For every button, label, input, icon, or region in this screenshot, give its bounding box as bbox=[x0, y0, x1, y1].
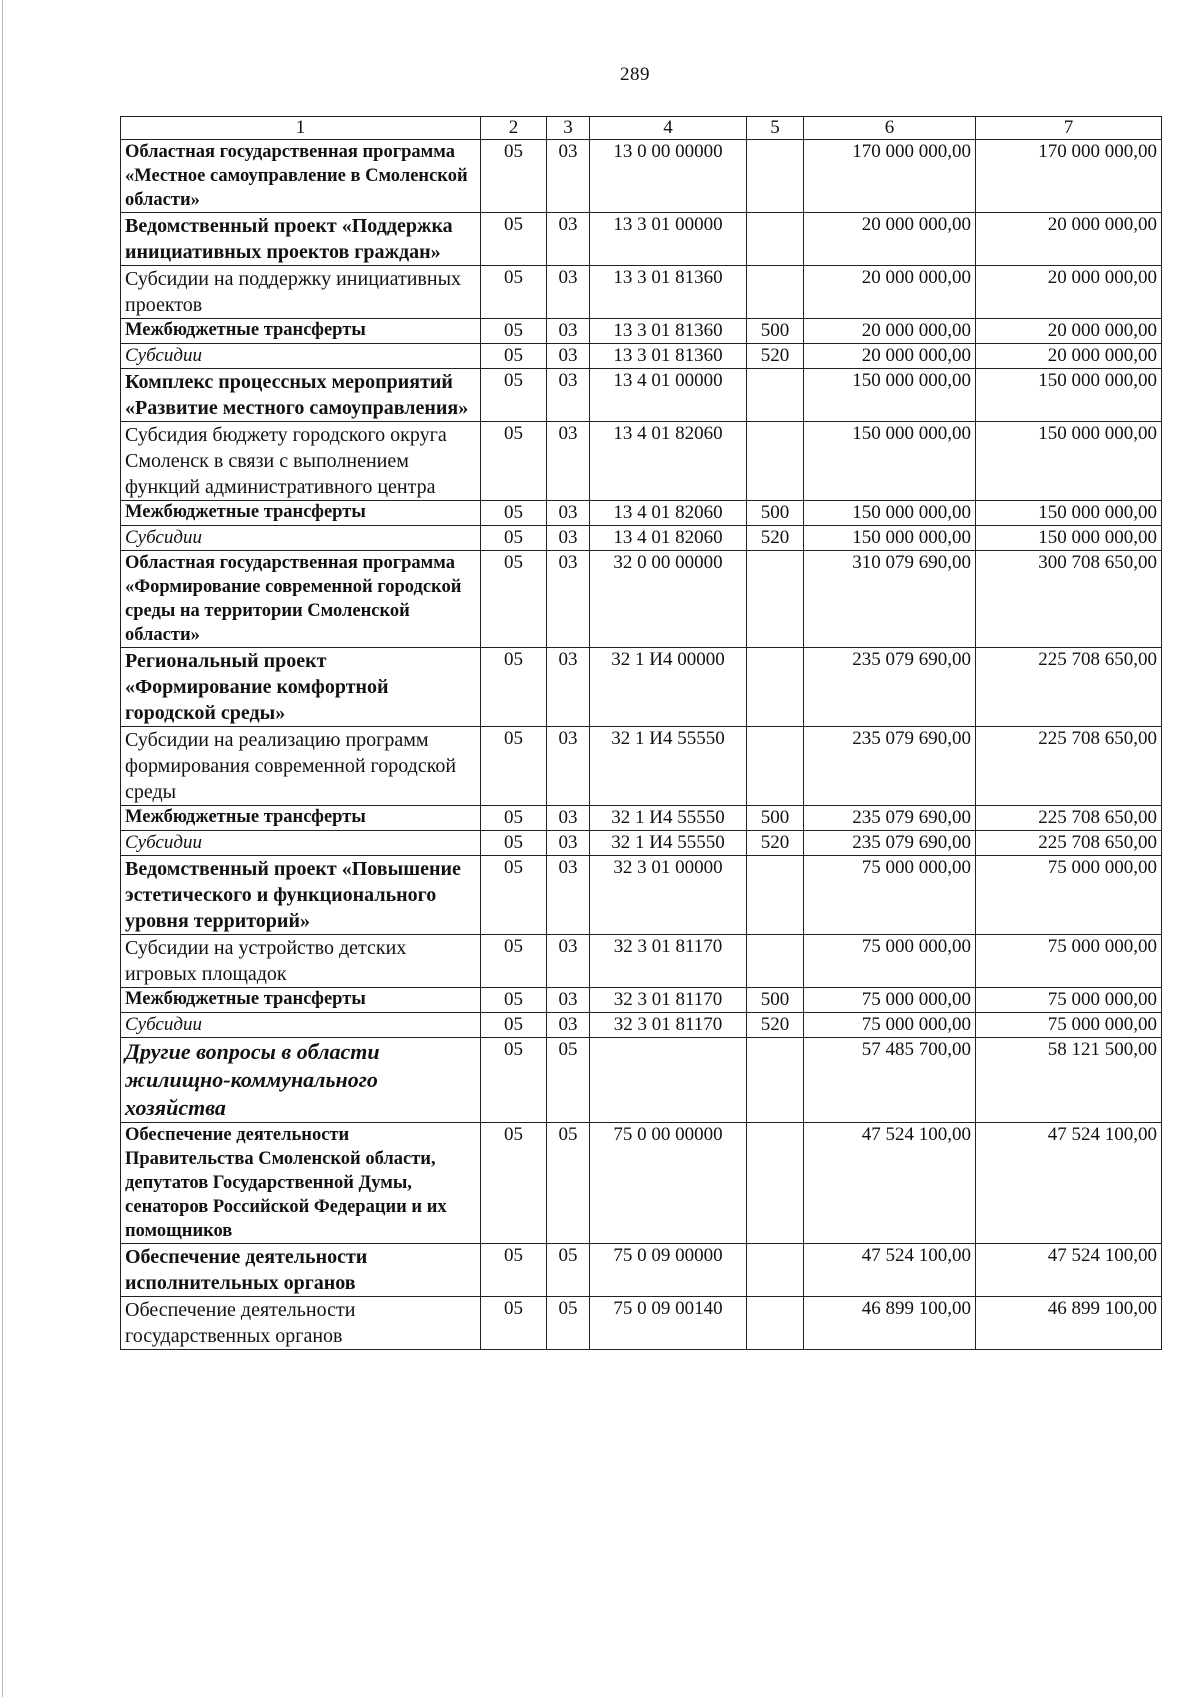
row-target-article: 32 3 01 81170 bbox=[590, 988, 747, 1013]
row-name: Субсидии на поддержку инициативных проектов bbox=[121, 266, 481, 319]
row-amount-year1: 75 000 000,00 bbox=[804, 935, 976, 988]
row-subsection: 03 bbox=[547, 213, 590, 266]
row-subsection: 03 bbox=[547, 806, 590, 831]
row-name: Межбюджетные трансферты bbox=[121, 319, 481, 344]
row-amount-year1: 20 000 000,00 bbox=[804, 319, 976, 344]
row-target-article: 32 3 01 81170 bbox=[590, 1013, 747, 1038]
header-col-4: 4 bbox=[590, 117, 747, 140]
row-amount-year2: 20 000 000,00 bbox=[976, 213, 1162, 266]
row-name: Субсидии bbox=[121, 1013, 481, 1038]
row-amount-year2: 225 708 650,00 bbox=[976, 831, 1162, 856]
row-subsection: 03 bbox=[547, 988, 590, 1013]
row-expense-type bbox=[747, 422, 804, 501]
row-section: 05 bbox=[481, 344, 547, 369]
row-name: Субсидия бюджету городского округа Смоленск в связи с выполнением функций административного центра bbox=[121, 422, 481, 501]
row-section: 05 bbox=[481, 369, 547, 422]
header-col-7: 7 bbox=[976, 117, 1162, 140]
row-section: 05 bbox=[481, 422, 547, 501]
row-section: 05 bbox=[481, 856, 547, 935]
row-target-article: 13 3 01 00000 bbox=[590, 213, 747, 266]
row-amount-year1: 235 079 690,00 bbox=[804, 806, 976, 831]
row-expense-type bbox=[747, 1038, 804, 1123]
row-name: Субсидии на устройство детских игровых площадок bbox=[121, 935, 481, 988]
table-row bbox=[121, 422, 1162, 501]
table-row bbox=[121, 831, 1162, 856]
row-subsection: 03 bbox=[547, 526, 590, 551]
row-subsection: 03 bbox=[547, 727, 590, 806]
row-section: 05 bbox=[481, 319, 547, 344]
row-subsection: 03 bbox=[547, 648, 590, 727]
row-section: 05 bbox=[481, 526, 547, 551]
row-section: 05 bbox=[481, 935, 547, 988]
row-expense-type bbox=[747, 266, 804, 319]
row-amount-year2: 75 000 000,00 bbox=[976, 1013, 1162, 1038]
row-expense-type: 500 bbox=[747, 806, 804, 831]
row-name: Областная государственная программа «Местное самоуправление в Смоленской области» bbox=[121, 140, 481, 213]
row-amount-year2: 46 899 100,00 bbox=[976, 1297, 1162, 1350]
header-col-2: 2 bbox=[481, 117, 547, 140]
table-row bbox=[121, 1244, 1162, 1297]
row-name: Субсидии на реализацию программ формирования современной городской среды bbox=[121, 727, 481, 806]
row-target-article: 32 1 И4 00000 bbox=[590, 648, 747, 727]
row-section: 05 bbox=[481, 648, 547, 727]
row-amount-year2: 47 524 100,00 bbox=[976, 1244, 1162, 1297]
table-row bbox=[121, 806, 1162, 831]
row-amount-year2: 20 000 000,00 bbox=[976, 266, 1162, 319]
row-name: Межбюджетные трансферты bbox=[121, 501, 481, 526]
row-amount-year2: 20 000 000,00 bbox=[976, 344, 1162, 369]
row-amount-year2: 75 000 000,00 bbox=[976, 856, 1162, 935]
row-subsection: 03 bbox=[547, 856, 590, 935]
header-col-5: 5 bbox=[747, 117, 804, 140]
page-number: 289 bbox=[620, 64, 650, 85]
table-row bbox=[121, 1123, 1162, 1244]
row-expense-type: 520 bbox=[747, 526, 804, 551]
header-col-1: 1 bbox=[121, 117, 481, 140]
row-expense-type bbox=[747, 727, 804, 806]
row-subsection: 03 bbox=[547, 422, 590, 501]
row-target-article: 13 4 01 82060 bbox=[590, 526, 747, 551]
table-row bbox=[121, 319, 1162, 344]
row-name: Ведомственный проект «Поддержка инициативных проектов граждан» bbox=[121, 213, 481, 266]
row-target-article: 32 0 00 00000 bbox=[590, 551, 747, 648]
row-target-article: 13 4 01 82060 bbox=[590, 501, 747, 526]
row-section: 05 bbox=[481, 1013, 547, 1038]
row-section: 05 bbox=[481, 727, 547, 806]
row-section: 05 bbox=[481, 140, 547, 213]
row-target-article: 75 0 09 00000 bbox=[590, 1244, 747, 1297]
row-section: 05 bbox=[481, 551, 547, 648]
row-expense-type: 500 bbox=[747, 988, 804, 1013]
row-name: Субсидии bbox=[121, 344, 481, 369]
row-section: 05 bbox=[481, 988, 547, 1013]
row-amount-year2: 225 708 650,00 bbox=[976, 727, 1162, 806]
row-section: 05 bbox=[481, 1297, 547, 1350]
row-name: Региональный проект «Формирование комфортной городской среды» bbox=[121, 648, 481, 727]
row-subsection: 05 bbox=[547, 1123, 590, 1244]
row-expense-type bbox=[747, 369, 804, 422]
row-section: 05 bbox=[481, 501, 547, 526]
table-body bbox=[121, 140, 1162, 1350]
table-row bbox=[121, 526, 1162, 551]
row-amount-year1: 75 000 000,00 bbox=[804, 1013, 976, 1038]
table-row bbox=[121, 856, 1162, 935]
row-amount-year1: 20 000 000,00 bbox=[804, 213, 976, 266]
row-target-article: 13 4 01 00000 bbox=[590, 369, 747, 422]
row-name: Субсидии bbox=[121, 831, 481, 856]
row-expense-type: 500 bbox=[747, 319, 804, 344]
row-amount-year2: 170 000 000,00 bbox=[976, 140, 1162, 213]
row-amount-year2: 150 000 000,00 bbox=[976, 422, 1162, 501]
table-row bbox=[121, 344, 1162, 369]
row-name: Ведомственный проект «Повышение эстетического и функционального уровня территорий» bbox=[121, 856, 481, 935]
table-row bbox=[121, 1297, 1162, 1350]
row-amount-year1: 20 000 000,00 bbox=[804, 344, 976, 369]
row-amount-year2: 20 000 000,00 bbox=[976, 319, 1162, 344]
row-amount-year1: 150 000 000,00 bbox=[804, 526, 976, 551]
row-amount-year1: 235 079 690,00 bbox=[804, 831, 976, 856]
row-expense-type bbox=[747, 648, 804, 727]
row-name: Обеспечение деятельности Правительства Смоленской области, депутатов Государственной Думы, сенаторов Российской Федерации и их помощников bbox=[121, 1123, 481, 1244]
row-subsection: 05 bbox=[547, 1244, 590, 1297]
row-subsection: 03 bbox=[547, 140, 590, 213]
row-subsection: 03 bbox=[547, 831, 590, 856]
row-amount-year2: 75 000 000,00 bbox=[976, 988, 1162, 1013]
row-amount-year2: 225 708 650,00 bbox=[976, 648, 1162, 727]
row-target-article bbox=[590, 1038, 747, 1123]
row-section: 05 bbox=[481, 1244, 547, 1297]
row-subsection: 05 bbox=[547, 1297, 590, 1350]
table-row bbox=[121, 648, 1162, 727]
row-expense-type bbox=[747, 935, 804, 988]
row-expense-type bbox=[747, 213, 804, 266]
row-amount-year1: 46 899 100,00 bbox=[804, 1297, 976, 1350]
row-amount-year1: 170 000 000,00 bbox=[804, 140, 976, 213]
row-name: Другие вопросы в области жилищно-коммунального хозяйства bbox=[121, 1038, 481, 1123]
row-amount-year2: 300 708 650,00 bbox=[976, 551, 1162, 648]
row-target-article: 13 3 01 81360 bbox=[590, 344, 747, 369]
table-row bbox=[121, 935, 1162, 988]
row-expense-type: 500 bbox=[747, 501, 804, 526]
row-name: Субсидии bbox=[121, 526, 481, 551]
table-row bbox=[121, 727, 1162, 806]
row-expense-type: 520 bbox=[747, 831, 804, 856]
row-amount-year2: 75 000 000,00 bbox=[976, 935, 1162, 988]
row-amount-year1: 57 485 700,00 bbox=[804, 1038, 976, 1123]
row-amount-year1: 310 079 690,00 bbox=[804, 551, 976, 648]
row-target-article: 32 3 01 81170 bbox=[590, 935, 747, 988]
row-amount-year2: 47 524 100,00 bbox=[976, 1123, 1162, 1244]
row-subsection: 03 bbox=[547, 319, 590, 344]
row-amount-year2: 58 121 500,00 bbox=[976, 1038, 1162, 1123]
row-section: 05 bbox=[481, 266, 547, 319]
table-header-row bbox=[121, 117, 1162, 140]
row-target-article: 13 3 01 81360 bbox=[590, 319, 747, 344]
row-expense-type bbox=[747, 1244, 804, 1297]
table-row bbox=[121, 1038, 1162, 1123]
row-name: Комплекс процессных мероприятий «Развитие местного самоуправления» bbox=[121, 369, 481, 422]
row-subsection: 03 bbox=[547, 1013, 590, 1038]
row-target-article: 32 1 И4 55550 bbox=[590, 727, 747, 806]
row-amount-year2: 150 000 000,00 bbox=[976, 369, 1162, 422]
row-target-article: 13 4 01 82060 bbox=[590, 422, 747, 501]
row-name: Обеспечение деятельности исполнительных органов bbox=[121, 1244, 481, 1297]
table-row bbox=[121, 266, 1162, 319]
table-row bbox=[121, 551, 1162, 648]
table-row bbox=[121, 988, 1162, 1013]
row-expense-type: 520 bbox=[747, 344, 804, 369]
table-row bbox=[121, 369, 1162, 422]
row-expense-type bbox=[747, 1297, 804, 1350]
row-section: 05 bbox=[481, 806, 547, 831]
row-amount-year1: 20 000 000,00 bbox=[804, 266, 976, 319]
row-section: 05 bbox=[481, 1038, 547, 1123]
row-amount-year1: 75 000 000,00 bbox=[804, 988, 976, 1013]
row-amount-year1: 47 524 100,00 bbox=[804, 1123, 976, 1244]
row-amount-year2: 150 000 000,00 bbox=[976, 526, 1162, 551]
table-row bbox=[121, 140, 1162, 213]
row-section: 05 bbox=[481, 213, 547, 266]
row-expense-type bbox=[747, 551, 804, 648]
row-expense-type: 520 bbox=[747, 1013, 804, 1038]
header-col-6: 6 bbox=[804, 117, 976, 140]
row-section: 05 bbox=[481, 831, 547, 856]
row-name: Межбюджетные трансферты bbox=[121, 988, 481, 1013]
table-row bbox=[121, 501, 1162, 526]
row-name: Областная государственная программа «Формирование современной городской среды на территории Смоленской области» bbox=[121, 551, 481, 648]
row-expense-type bbox=[747, 856, 804, 935]
row-subsection: 03 bbox=[547, 369, 590, 422]
row-target-article: 13 0 00 00000 bbox=[590, 140, 747, 213]
row-amount-year1: 235 079 690,00 bbox=[804, 727, 976, 806]
row-amount-year1: 47 524 100,00 bbox=[804, 1244, 976, 1297]
page-left-edge bbox=[2, 0, 3, 1697]
row-amount-year2: 150 000 000,00 bbox=[976, 501, 1162, 526]
row-target-article: 32 1 И4 55550 bbox=[590, 831, 747, 856]
row-target-article: 75 0 00 00000 bbox=[590, 1123, 747, 1244]
row-target-article: 32 1 И4 55550 bbox=[590, 806, 747, 831]
header-col-3: 3 bbox=[547, 117, 590, 140]
row-target-article: 32 3 01 00000 bbox=[590, 856, 747, 935]
row-expense-type bbox=[747, 140, 804, 213]
row-subsection: 03 bbox=[547, 266, 590, 319]
row-target-article: 75 0 09 00140 bbox=[590, 1297, 747, 1350]
row-amount-year2: 225 708 650,00 bbox=[976, 806, 1162, 831]
row-subsection: 03 bbox=[547, 935, 590, 988]
row-subsection: 03 bbox=[547, 551, 590, 648]
row-expense-type bbox=[747, 1123, 804, 1244]
row-name: Межбюджетные трансферты bbox=[121, 806, 481, 831]
table-header bbox=[121, 117, 1162, 140]
budget-table bbox=[120, 116, 1162, 1350]
table-row bbox=[121, 1013, 1162, 1038]
row-amount-year1: 75 000 000,00 bbox=[804, 856, 976, 935]
row-target-article: 13 3 01 81360 bbox=[590, 266, 747, 319]
row-subsection: 03 bbox=[547, 344, 590, 369]
row-amount-year1: 235 079 690,00 bbox=[804, 648, 976, 727]
row-amount-year1: 150 000 000,00 bbox=[804, 369, 976, 422]
row-section: 05 bbox=[481, 1123, 547, 1244]
row-name: Обеспечение деятельности государственных органов bbox=[121, 1297, 481, 1350]
row-subsection: 03 bbox=[547, 501, 590, 526]
row-amount-year1: 150 000 000,00 bbox=[804, 501, 976, 526]
table-row bbox=[121, 213, 1162, 266]
row-amount-year1: 150 000 000,00 bbox=[804, 422, 976, 501]
row-subsection: 05 bbox=[547, 1038, 590, 1123]
